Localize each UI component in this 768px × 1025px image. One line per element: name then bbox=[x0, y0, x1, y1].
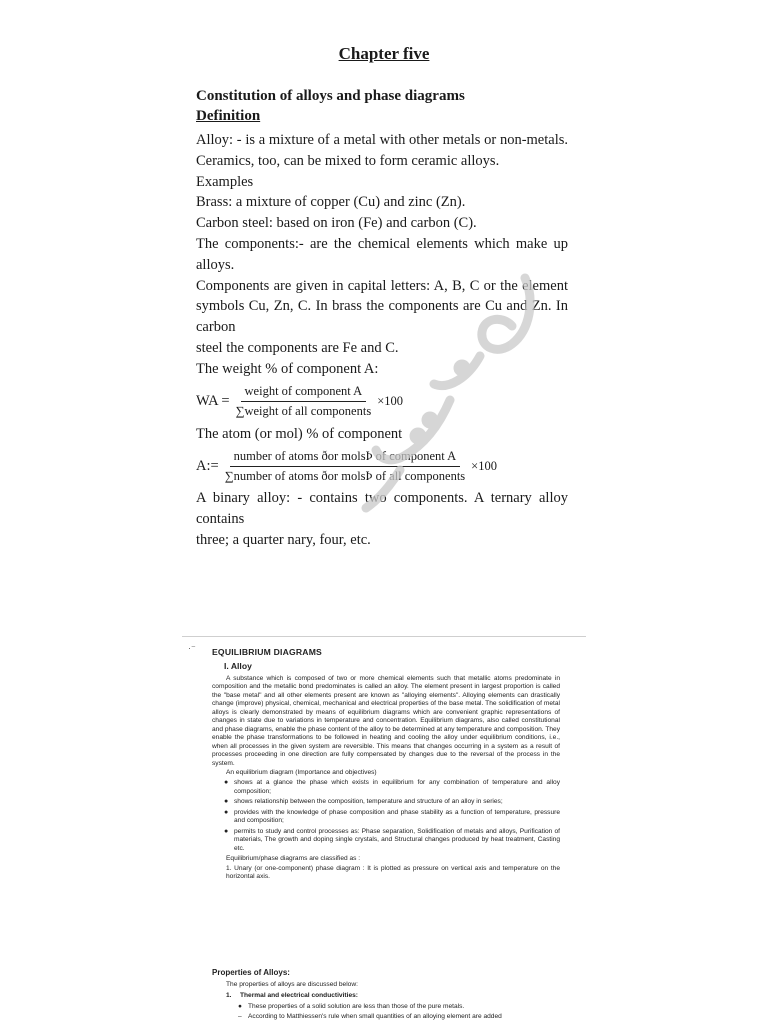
text-line: Examples bbox=[196, 173, 254, 190]
text-line: Carbon steel: based on iron (Fe) and carbon (C). bbox=[196, 215, 477, 232]
heading-text: Thermal and electrical conductivities: bbox=[240, 992, 358, 1000]
corner-mark: ·⁻ bbox=[188, 643, 196, 653]
list-item-text: shows at a glance the phase which exists in equilibrium for any combination of temperature and alloy composition; bbox=[234, 779, 560, 795]
bullet-icon: ● bbox=[238, 1002, 242, 1010]
objectives-list bbox=[212, 779, 560, 853]
unary-item: 1. Unary (or one-component) phase diagram : It is plotted as pressure on vertical axis and temperature on the horizontal axis. bbox=[226, 864, 560, 880]
text-line: The atom (or mol) % of component bbox=[196, 425, 403, 442]
text-line: Components are given in capital letters: A, B, C or the element bbox=[196, 277, 568, 294]
page-title: EQUILIBRIUM DIAGRAMS bbox=[212, 647, 322, 657]
formula-denominator: ∑number of atoms ðor molsÞ of all components bbox=[224, 468, 466, 483]
equilibrium-page-scan bbox=[182, 636, 586, 1025]
properties-intro: The properties of alloys are discussed below: bbox=[226, 981, 358, 988]
list-item-text: permits to study and control processes as: Phase separation, Solidification of metals and alloys, Purification of materials, The growth and doping single crystals, and Structural changes produced by heat treatment, Casting etc. bbox=[234, 827, 560, 852]
list-item-text: provides with the knowledge of phase composition and phase stability as a function of temperature, pressure and composition; bbox=[234, 808, 560, 825]
list-item bbox=[212, 828, 560, 853]
bullet-icon: ● bbox=[224, 798, 229, 806]
list-lead: An equilibrium diagram (Importance and objectives) bbox=[226, 768, 377, 776]
text-line: A binary alloy: - contains two components. A ternary alloy contains bbox=[196, 490, 568, 528]
list-item-text: These properties of a solid solution are less than those of the pure metals. bbox=[248, 1002, 465, 1010]
chapter-title: Chapter five bbox=[338, 44, 430, 63]
formula-denominator: ∑weight of all components bbox=[235, 404, 372, 419]
text-line: steel the components are Fe and C. bbox=[196, 339, 399, 356]
list-item bbox=[226, 1013, 556, 1021]
list-item bbox=[212, 779, 560, 796]
text-line: The weight % of component A: bbox=[196, 360, 379, 377]
definition-heading: Definition bbox=[196, 108, 261, 124]
properties-body bbox=[226, 981, 556, 1022]
text-line: symbols Cu, Zn, C. In brass the components are Cu and Zn. In carbon bbox=[196, 298, 568, 336]
subsection-title: I. Alloy bbox=[224, 661, 252, 671]
bullet-icon: ● bbox=[224, 779, 229, 787]
formula-lhs: WA = bbox=[196, 393, 230, 410]
properties-heading bbox=[226, 992, 556, 1000]
text-line: Alloy: - is a mixture of a metal with other metals or non-metals. bbox=[196, 132, 568, 148]
formula-numerator: number of atoms ðor molsÞ of component A bbox=[230, 449, 461, 467]
bullet-icon: ● bbox=[224, 808, 229, 816]
list-item bbox=[226, 1003, 556, 1011]
text-line: Ceramics, too, can be mixed to form ceramic alloys. bbox=[196, 152, 500, 169]
text-line: three; a quarter nary, four, etc. bbox=[196, 531, 371, 548]
section-title: Constitution of alloys and phase diagrams bbox=[196, 88, 465, 104]
paragraph: A substance which is composed of two or more chemical elements such that metallic atoms predominate in composition and the metallic bond predominates is called an alloy. The element present in largest proportion is called the "base metal" and all other elements present are known as "alloying elements". Alloying elements can drastically change (improve) physical, chemical, mechanical and electrical properties of the base metal. The solidification of metal alloys is clearly demonstrated by means of equilibrium diagrams which are convenient graphic representations of changes in state due to variations in temperature and concentration. Equilibrium diagrams, also called constitutional and phase diagrams, enable the phase content of the alloy to be determined at any temperature and composition. They enable the phase transformations to be followed in heating and cooling the alloy under equilibrium conditions, i.e., when all processes in the given system are reversible. This means that changes occurring in a system as a result of processes proceeding in one direction are fully compensated by changes due to the reversal of the process in the system. bbox=[212, 675, 560, 767]
list-item bbox=[212, 798, 560, 806]
formula-lhs: A:= bbox=[196, 457, 219, 474]
list-item bbox=[212, 809, 560, 826]
text-line: Brass: a mixture of copper (Cu) and zinc (Zn). bbox=[196, 194, 466, 211]
formula-multiplier: ×100 bbox=[377, 394, 403, 409]
formula-multiplier: ×100 bbox=[471, 458, 497, 473]
formula-numerator: weight of component A bbox=[241, 384, 367, 402]
bullet-icon: ● bbox=[224, 827, 229, 835]
bullet-icon: – bbox=[238, 1013, 242, 1021]
calligraphy-watermark bbox=[330, 260, 560, 520]
properties-title: Properties of Alloys: bbox=[212, 968, 290, 977]
alloy-body bbox=[212, 675, 560, 881]
list-item-text: According to Matthiessen's rule when small quantities of an alloying element are added bbox=[248, 1013, 502, 1021]
text-line: The components:- are the chemical elements which make up alloys. bbox=[196, 235, 568, 273]
heading-number: 1. bbox=[226, 992, 232, 1000]
classification-line: Equilibrium/phase diagrams are classified as : bbox=[226, 855, 361, 863]
list-item-text: shows relationship between the composition, temperature and structure of an alloy in series; bbox=[234, 798, 503, 806]
